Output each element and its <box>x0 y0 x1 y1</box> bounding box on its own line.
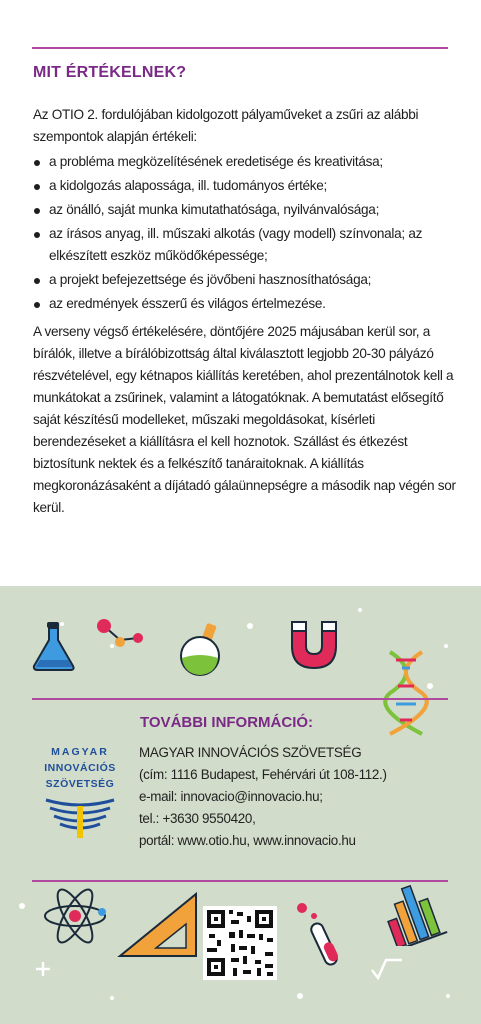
bullet-icon <box>34 302 40 308</box>
bullet-icon <box>34 232 40 238</box>
closing-paragraph: A verseny végső értékelésére, döntőjére 2025 májusában kerül sor, a bírálók, illetve a bírálóbizottság által kiválasztott legjobb 20-30 pályázó részvételével, egy kétnapos kiállítás keretében, ahol prezentálnotok kell a munkátokat a zsűrinek, valamint a látogatóknak. A bemutatást elősegítő saját készítésű modelleket, műszaki megoldásokat, kísérleti berendezéseket a kiállításra el kell hoznotok. Szállást és étkezést biztosítunk nektek és a felkészítő tanáraitoknak. A kiállítás megkoronázásaként a díjátadó gálaünnepségre a második nap végén sor kerül. <box>33 324 456 515</box>
list-item: az eredmények ésszerű és világos értelmezése. <box>33 293 457 315</box>
email[interactable]: e-mail: innovacio@innovacio.hu; <box>139 789 323 804</box>
portal-links[interactable]: portál: www.otio.hu, www.innovacio.hu <box>139 833 356 848</box>
sparkle-dots-icon <box>0 586 481 1024</box>
section-body <box>33 104 457 519</box>
info-footer <box>0 586 481 1024</box>
criteria-list <box>33 151 457 315</box>
bullet-icon <box>34 278 40 284</box>
list-item: a kidolgozás alapossága, ill. tudományos értéke; <box>33 175 457 197</box>
section-heading: MIT ÉRTÉKELNEK? <box>33 64 187 81</box>
bullet-icon <box>34 160 40 166</box>
list-item: a probléma megközelítésének eredetisége és kreativitása; <box>33 151 457 173</box>
address: (cím: 1116 Budapest, Fehérvári út 108-112.) <box>139 767 387 782</box>
bullet-icon <box>34 208 40 214</box>
list-item: a projekt befejezettsége és jövőbeni hasznosíthatósága; <box>33 269 457 291</box>
info-heading: TOVÁBBI INFORMÁCIÓ: <box>140 714 314 731</box>
bullet-icon <box>34 184 40 190</box>
org-name: MAGYAR INNOVÁCIÓS SZÖVETSÉG <box>139 745 362 760</box>
phone: tel.: +3630 9550420, <box>139 811 256 826</box>
list-item: az írásos anyag, ill. műszaki alkotás (vagy modell) színvonala; az elkészített eszköz működőképessége; <box>33 223 457 267</box>
top-divider <box>32 47 448 49</box>
list-item: az önálló, saját munka kimutathatósága, nyilvánvalósága; <box>33 199 457 221</box>
intro-paragraph: Az OTIO 2. fordulójában kidolgozott pályaműveket a zsűri az alábbi szempontok alapján értékeli: <box>33 107 419 144</box>
organization-logo: MAGYAR INNOVÁCIÓS SZÖVETSÉG <box>38 746 122 842</box>
